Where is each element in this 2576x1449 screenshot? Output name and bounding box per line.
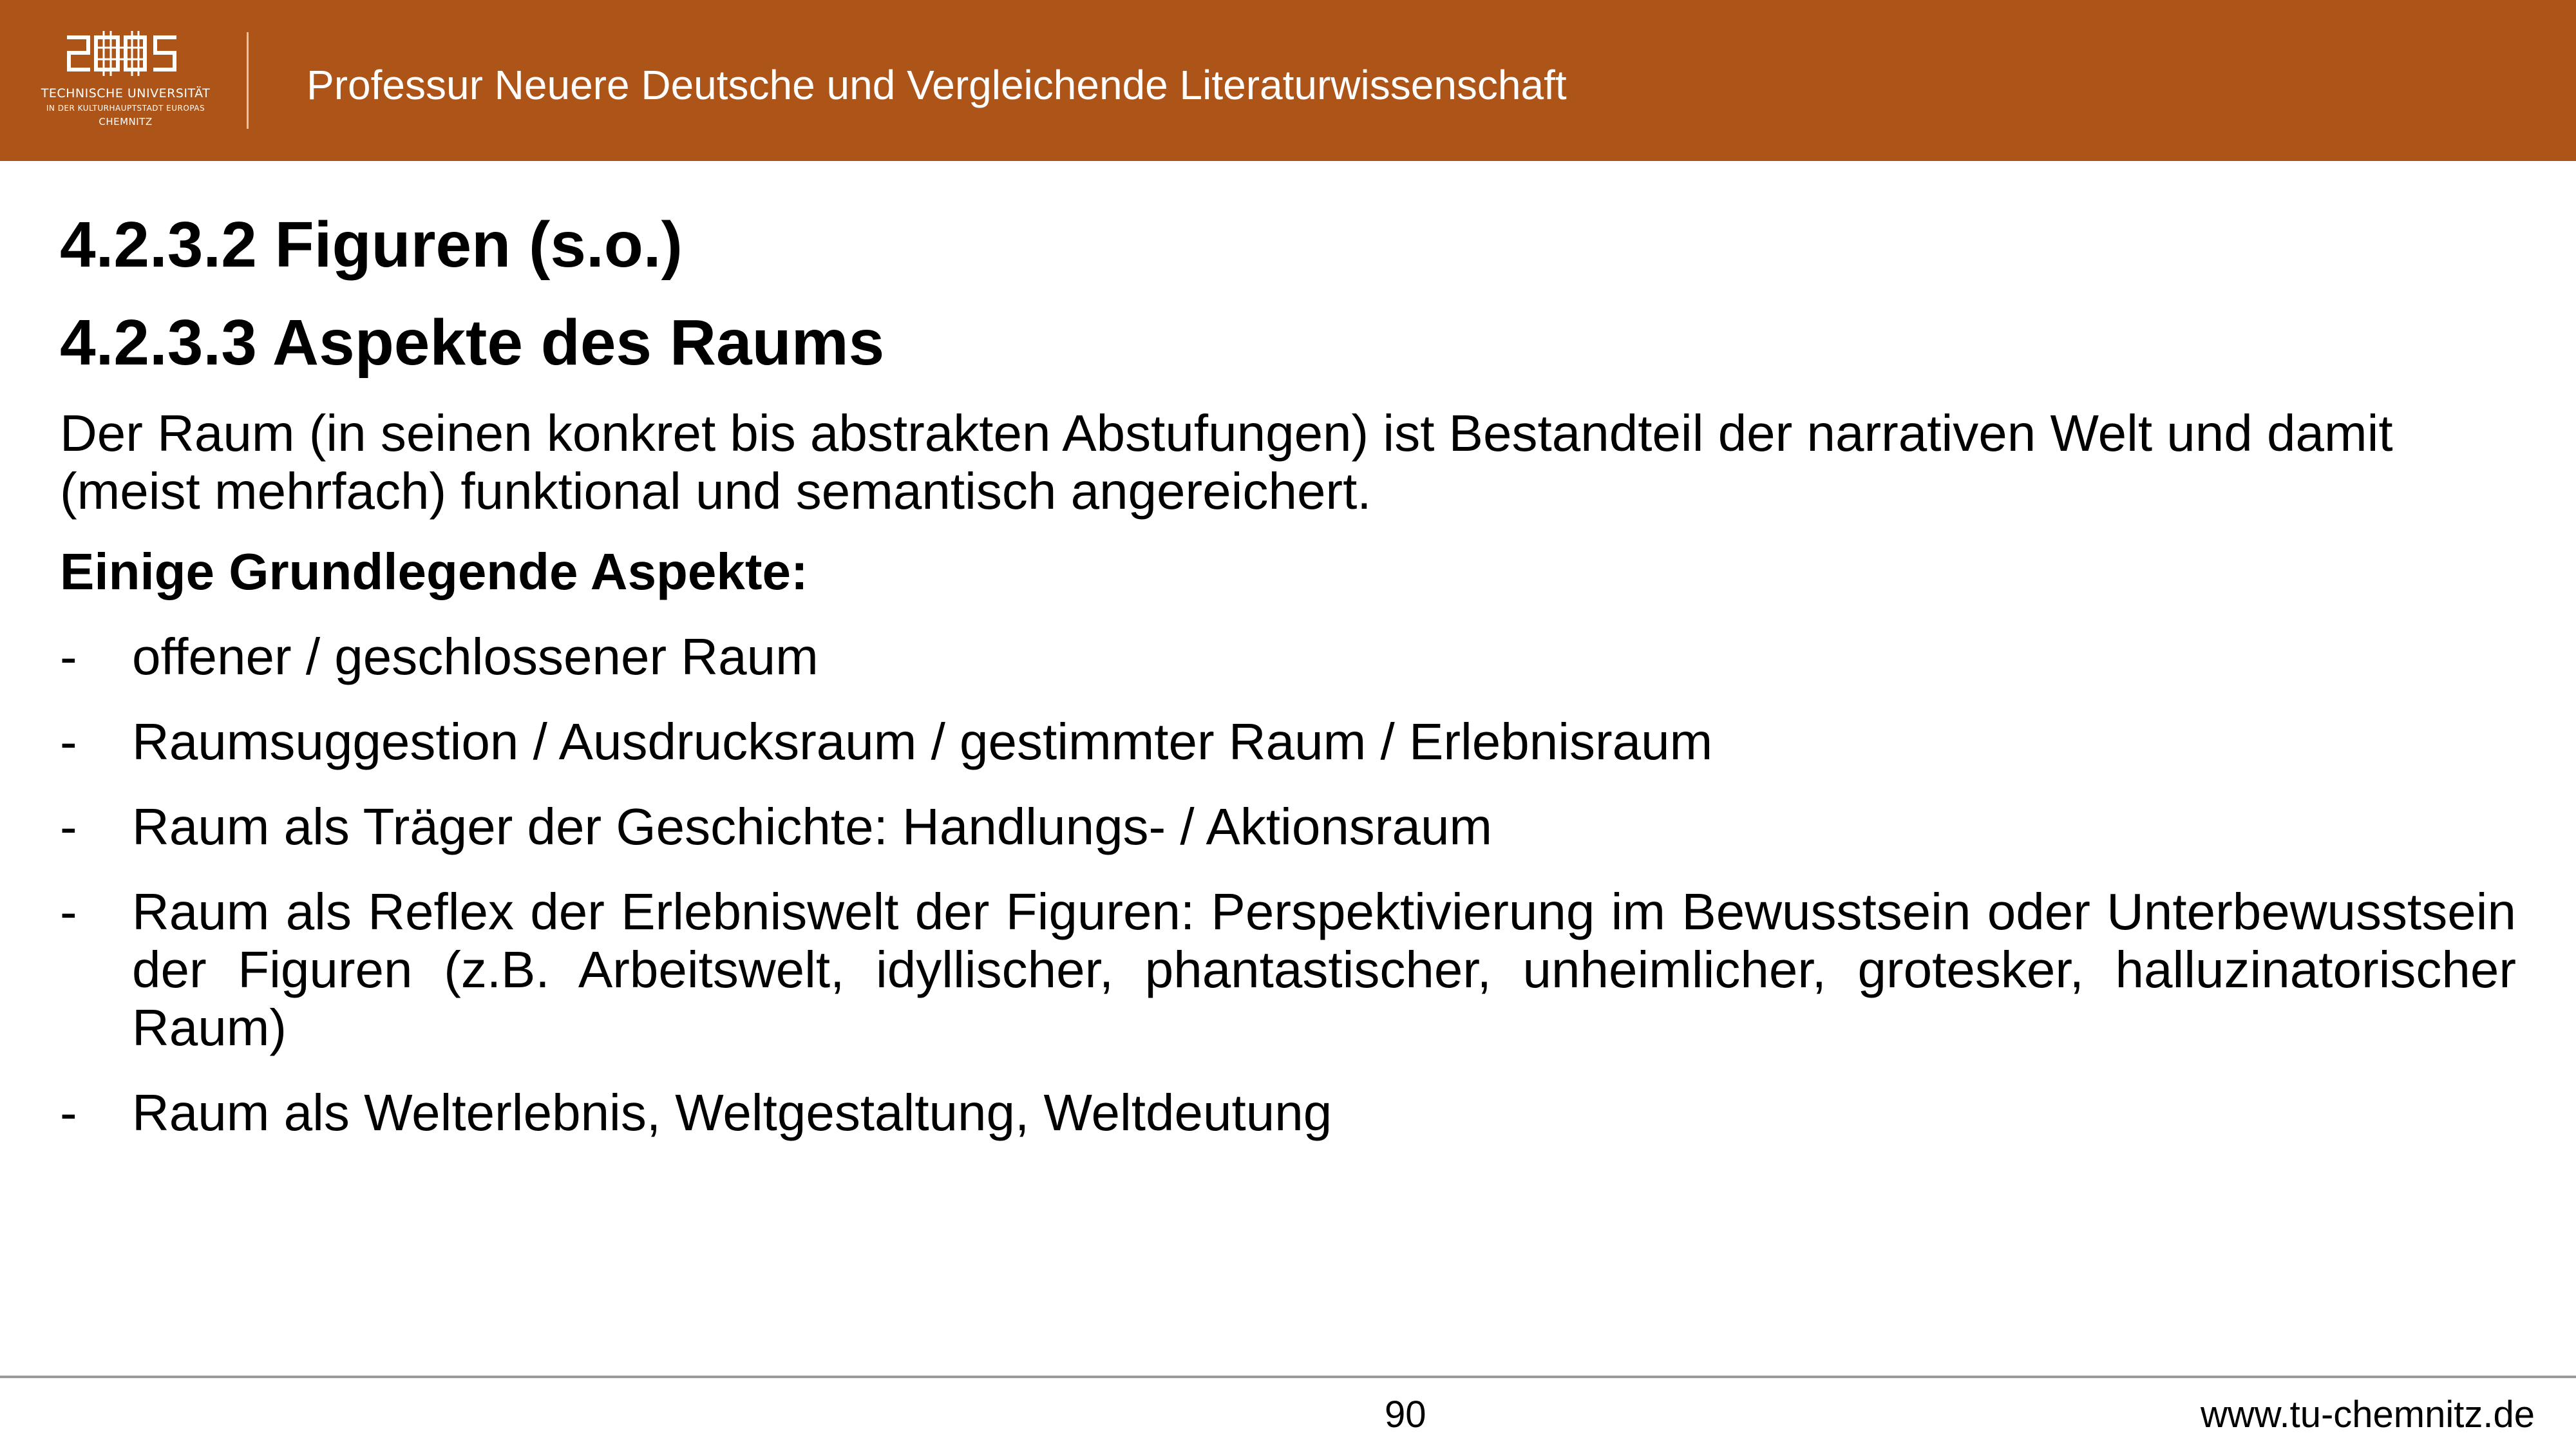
aspects-subheading: Einige Grundlegende Aspekte: xyxy=(60,543,808,600)
section-heading-raum: 4.2.3.3 Aspekte des Raums xyxy=(60,307,885,379)
footer-url: www.tu-chemnitz.de xyxy=(2201,1394,2535,1435)
list-item xyxy=(60,798,2516,856)
list-item xyxy=(60,628,2516,686)
footer-divider xyxy=(0,1376,2576,1378)
list-item-text: Raumsuggestion / Ausdrucksraum / gestimmter Raum / Erlebnisraum xyxy=(132,713,1713,770)
logo-text-capital: IN DER KULTURHAUPTSTADT EUROPAS xyxy=(46,104,205,113)
list-item xyxy=(60,883,2516,1057)
intro-paragraph: Der Raum (in seinen konkret bis abstrakten Abstufungen) ist Bestandteil der narrativen Welt und damit (meist mehrfach) funktional und semantisch angereichert. xyxy=(60,404,2393,520)
bullet-dash-icon: - xyxy=(60,798,77,855)
header-divider xyxy=(247,32,249,129)
header-band xyxy=(0,0,2576,161)
page-number: 90 xyxy=(1385,1394,1426,1435)
bullet-dash-icon: - xyxy=(60,713,77,770)
list-item-text: offener / geschlossener Raum xyxy=(132,628,819,685)
list-item-text: Raum als Reflex der Erlebniswelt der Figuren: Perspektivierung im Bewusstsein oder Unterbewusstsein der Figuren (z.B. Arbeitswelt, idyllischer, phantastischer, unheimlicher, grotesker, halluzinatorischer Raum) xyxy=(132,883,2516,1056)
department-title: Professur Neuere Deutsche und Vergleichende Literaturwissenschaft xyxy=(307,62,1567,108)
university-logo xyxy=(35,28,216,135)
aspects-list xyxy=(60,628,2516,1169)
list-item-text: Raum als Träger der Geschichte: Handlungs- / Aktionsraum xyxy=(132,798,1493,855)
list-item xyxy=(60,713,2516,771)
logo-mark-icon xyxy=(66,28,182,79)
list-item xyxy=(60,1084,2516,1142)
bullet-dash-icon: - xyxy=(60,1084,77,1141)
logo-text-university: TECHNISCHE UNIVERSITÄT xyxy=(41,86,211,100)
list-item-text: Raum als Welterlebnis, Weltgestaltung, Weltdeutung xyxy=(132,1084,1332,1141)
logo-text-city: CHEMNITZ xyxy=(99,116,153,128)
bullet-dash-icon: - xyxy=(60,883,77,940)
bullet-dash-icon: - xyxy=(60,628,77,685)
section-heading-figuren: 4.2.3.2 Figuren (s.o.) xyxy=(60,209,683,281)
